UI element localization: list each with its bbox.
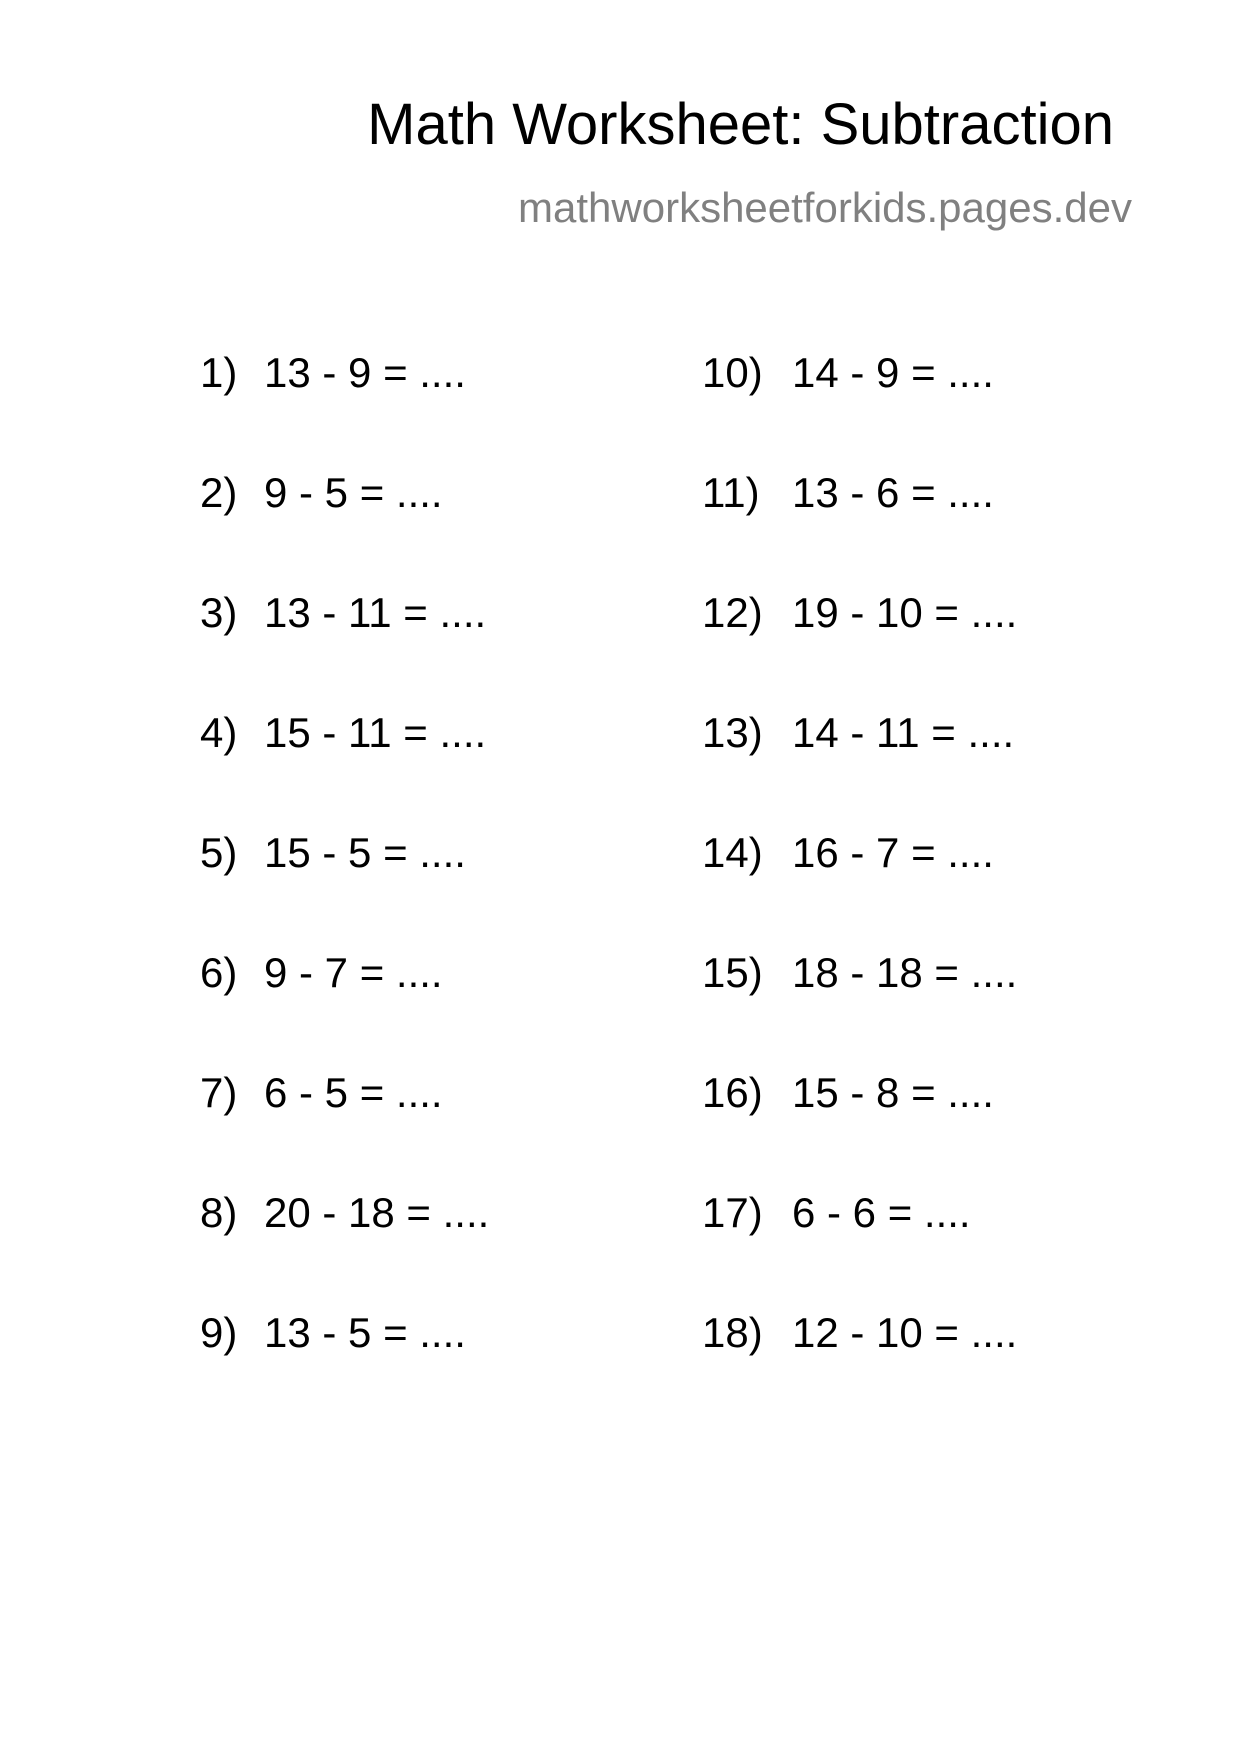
problem-item bbox=[702, 949, 1018, 1072]
problem-number: 1) bbox=[200, 349, 238, 396]
problem-expression: 15 - 5 = .... bbox=[264, 829, 466, 876]
problem-expression: 14 - 9 = .... bbox=[792, 349, 994, 396]
problem-number: 13) bbox=[702, 709, 763, 756]
problem-item bbox=[702, 469, 994, 592]
problem-expression: 19 - 10 = .... bbox=[792, 589, 1018, 636]
problem-number: 5) bbox=[200, 829, 238, 876]
problem-item bbox=[702, 1309, 1018, 1432]
problem-expression: 9 - 7 = .... bbox=[264, 949, 443, 996]
problem-number: 9) bbox=[200, 1309, 238, 1356]
problem-number: 10) bbox=[702, 349, 763, 396]
problem-expression: 15 - 11 = .... bbox=[264, 709, 487, 756]
problem-number: 2) bbox=[200, 469, 238, 516]
problem-expression: 12 - 10 = .... bbox=[792, 1309, 1018, 1356]
problem-item bbox=[702, 709, 1015, 832]
problem-item bbox=[200, 1069, 443, 1192]
problem-expression: 6 - 6 = .... bbox=[792, 1189, 971, 1236]
problem-number: 12) bbox=[702, 589, 763, 636]
problem-column-right bbox=[702, 349, 1018, 1432]
problem-item bbox=[200, 709, 487, 832]
problem-number: 16) bbox=[702, 1069, 763, 1116]
problem-item bbox=[200, 1189, 490, 1312]
problem-expression: 13 - 9 = .... bbox=[264, 349, 466, 396]
problem-expression: 15 - 8 = .... bbox=[792, 1069, 994, 1116]
problem-number: 4) bbox=[200, 709, 238, 756]
problem-item bbox=[702, 829, 994, 952]
problem-column-left bbox=[200, 349, 490, 1432]
problem-item bbox=[200, 949, 443, 1072]
problem-expression: 16 - 7 = .... bbox=[792, 829, 994, 876]
problem-item bbox=[200, 589, 487, 712]
page-title: Math Worksheet: Subtraction bbox=[367, 92, 1114, 157]
problem-expression: 18 - 18 = .... bbox=[792, 949, 1018, 996]
problem-item bbox=[200, 829, 466, 952]
problem-number: 6) bbox=[200, 949, 238, 996]
problem-expression: 9 - 5 = .... bbox=[264, 469, 443, 516]
problem-item bbox=[702, 349, 994, 472]
problem-expression: 13 - 6 = .... bbox=[792, 469, 994, 516]
problem-number: 18) bbox=[702, 1309, 763, 1356]
problem-number: 14) bbox=[702, 829, 763, 876]
source-url: mathworksheetforkids.pages.dev bbox=[518, 184, 1132, 231]
problem-expression: 6 - 5 = .... bbox=[264, 1069, 443, 1116]
problem-number: 11) bbox=[702, 469, 760, 516]
problem-number: 17) bbox=[702, 1189, 763, 1236]
problem-item bbox=[702, 1069, 994, 1192]
problem-expression: 20 - 18 = .... bbox=[264, 1189, 490, 1236]
problem-expression: 13 - 5 = .... bbox=[264, 1309, 466, 1356]
problem-item bbox=[702, 1189, 971, 1312]
problem-item bbox=[200, 1309, 466, 1432]
problem-number: 3) bbox=[200, 589, 238, 636]
problem-number: 8) bbox=[200, 1189, 238, 1236]
problem-item bbox=[702, 589, 1018, 712]
problem-expression: 13 - 11 = .... bbox=[264, 589, 487, 636]
problem-number: 15) bbox=[702, 949, 763, 996]
problem-expression: 14 - 11 = .... bbox=[792, 709, 1015, 756]
problem-number: 7) bbox=[200, 1069, 238, 1116]
problem-item bbox=[200, 469, 443, 592]
problem-item bbox=[200, 349, 466, 472]
